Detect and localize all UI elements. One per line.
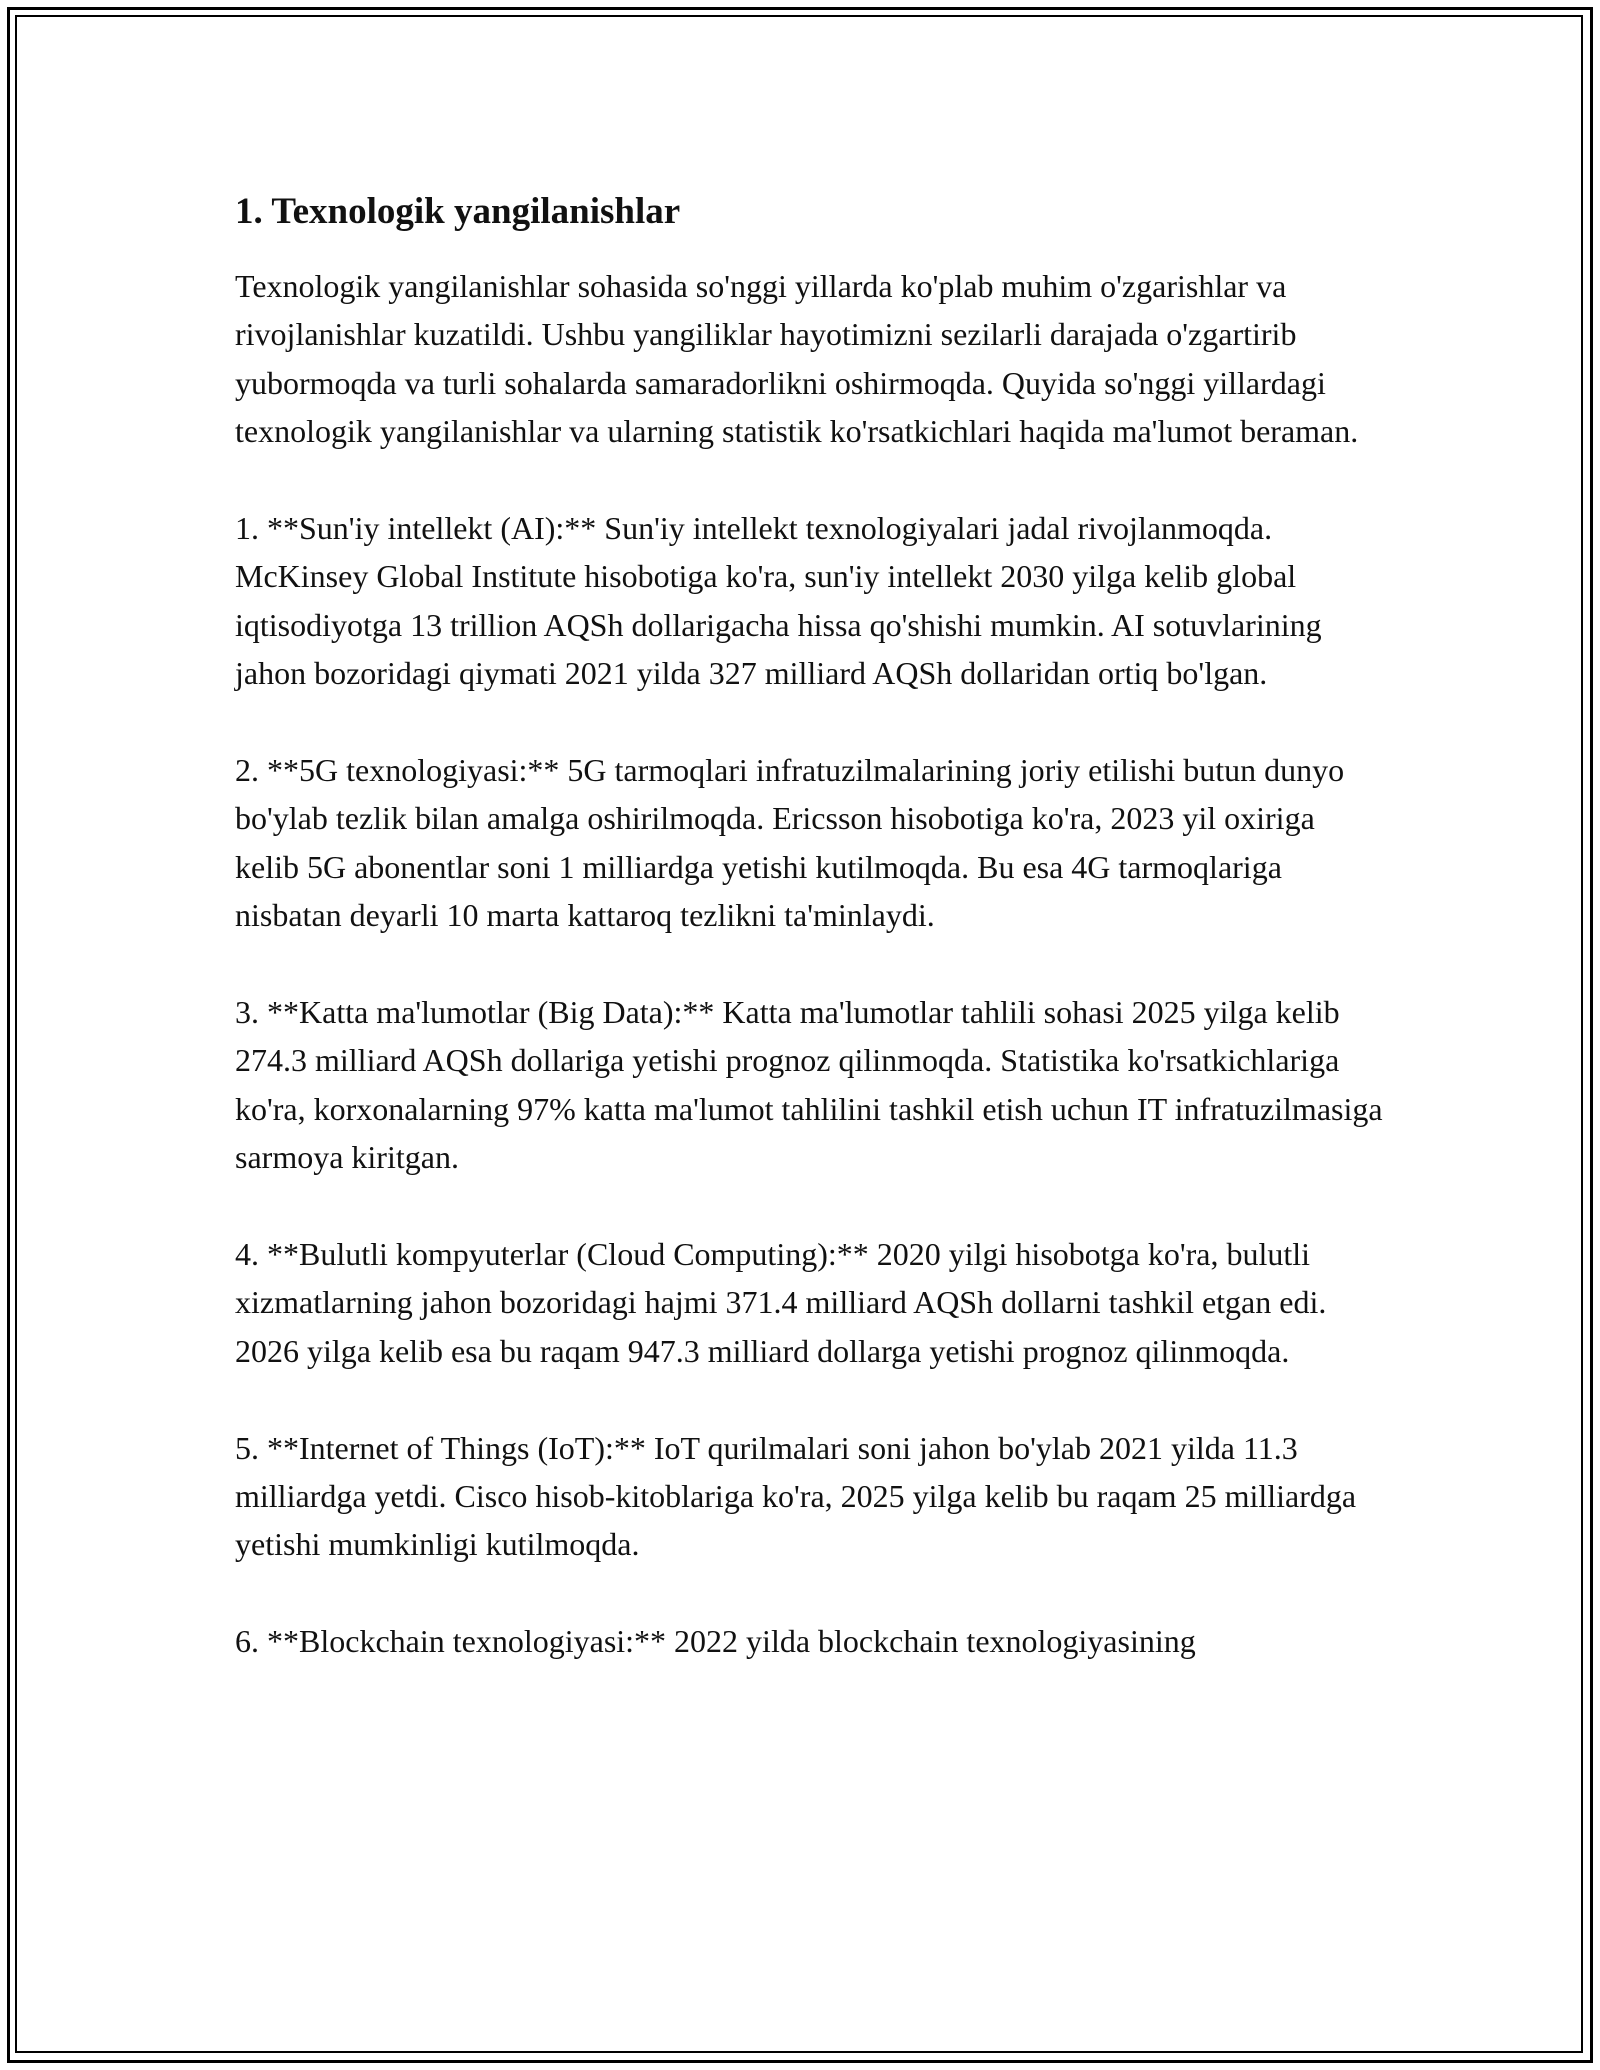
list-item-cloud-computing: 4. **Bulutli kompyuterlar (Cloud Computing):** 2020 yilgi hisobotga ko'ra, bulutli xizmatlarning jahon bozoridagi hajmi 371.4 milliard AQSh dollarni tashkil etgan edi. 2026 yilga kelib esa bu raqam 947.3 milliard dollarga yetishi prognoz qilinmoqda. xyxy=(235,1236,1327,1369)
intro-paragraph: Texnologik yangilanishlar sohasida so'nggi yillarda ko'plab muhim o'zgarishlar va rivojlanishlar kuzatildi. Ushbu yangiliklar hayotimizni sezilarli darajada o'zgartirib yubormoqda va turli sohalarda samaradorlikni oshirmoqda. Quyida so'nggi yillardagi texnologik yangilanishlar va ularning statistik ko'rsatkichlari haqida ma'lumot beraman. xyxy=(235,268,1359,450)
document-body xyxy=(235,188,1385,1714)
section-heading: 1. Texnologik yangilanishlar xyxy=(235,191,681,232)
list-item-ai: 1. **Sun'iy intellekt (AI):** Sun'iy intellekt texnologiyalari jadal rivojlanmoqda. McKinsey Global Institute hisobotiga ko'ra, sun'iy intellekt 2030 yilga kelib global iqtisodiyotga 13 trillion AQSh dollarigacha hissa qo'shishi mumkin. AI sotuvlarining jahon bozoridagi qiymati 2021 yilda 327 milliard AQSh dollaridan ortiq bo'lgan. xyxy=(235,510,1322,692)
list-item-5g: 2. **5G texnologiyasi:** 5G tarmoqlari infratuzilmalarining joriy etilishi butun dunyo bo'ylab tezlik bilan amalga oshirilmoqda. Ericsson hisobotiga ko'ra, 2023 yil oxiriga kelib 5G abonentlar soni 1 milliardga yetishi kutilmoqda. Bu esa 4G tarmoqlariga nisbatan deyarli 10 marta kattaroq tezlikni ta'minlaydi. xyxy=(235,752,1345,934)
list-item-blockchain: 6. **Blockchain texnologiyasi:** 2022 yilda blockchain texnologiyasining xyxy=(235,1623,1196,1660)
list-item-big-data: 3. **Katta ma'lumotlar (Big Data):** Katta ma'lumotlar tahlili sohasi 2025 yilga kelib 274.3 milliard AQSh dollariga yetishi prognoz qilinmoqda. Statistika ko'rsatkichlariga ko'ra, korxonalarning 97% katta ma'lumot tahlilini tashkil etish uchun IT infratuzilmasiga sarmoya kiritgan. xyxy=(235,994,1383,1176)
list-item-iot: 5. **Internet of Things (IoT):** IoT qurilmalari soni jahon bo'ylab 2021 yilda 11.3 milliardga yetdi. Cisco hisob-kitoblariga ko'ra, 2025 yilga kelib bu raqam 25 milliardga yetishi mumkinligi kutilmoqda. xyxy=(235,1429,1357,1563)
